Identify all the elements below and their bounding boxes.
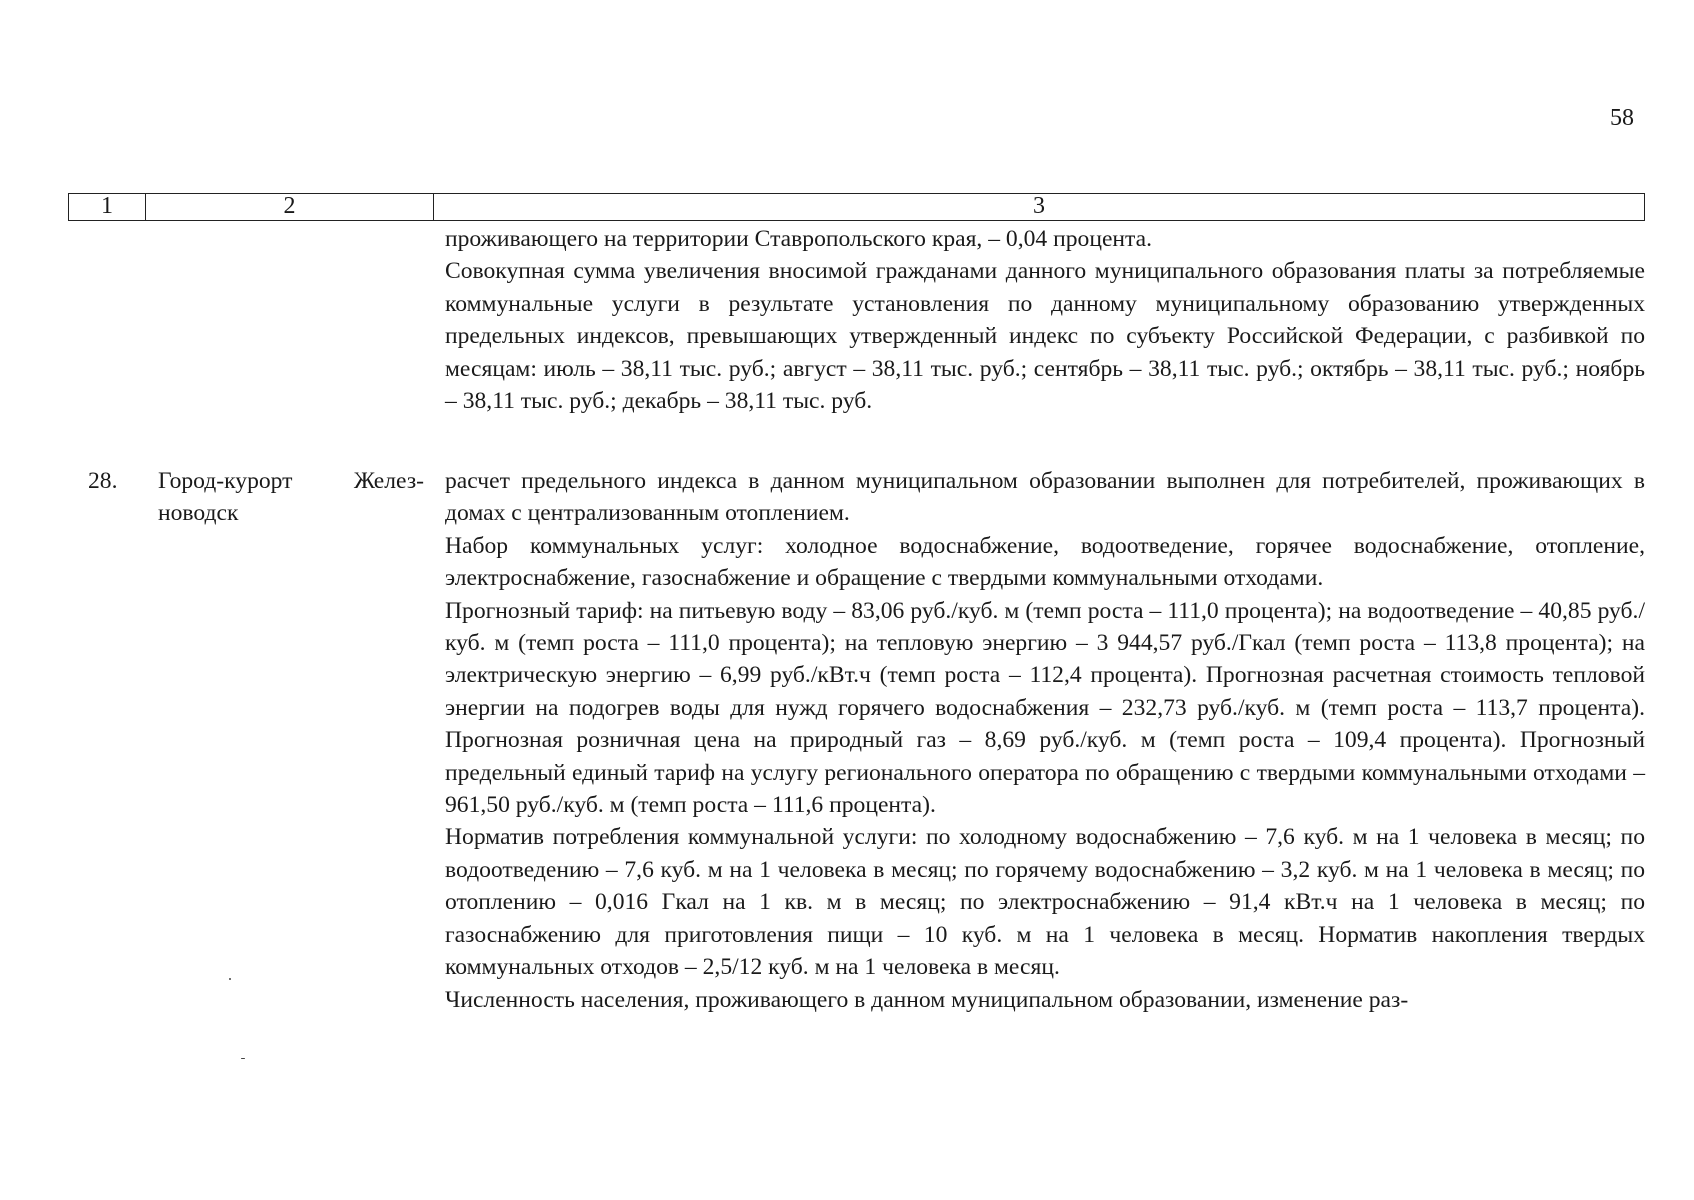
row-description: [445, 465, 1645, 1016]
description-paragraph: Прогнозный тариф: на питьевую воду – 83,06 руб./куб. м (темп роста – 111,0 процента); на водоотведение – 40,85 руб./куб. м (темп роста – 111,0 процента); на тепловую энергию – 3 944,57 руб./Гкал (темп роста – 113,8 процента); на электрическую энергию – 6,99 руб./кВт.ч (темп роста – 112,4 процента). Прогнозная расчетная стоимость тепловой энергии на подогрев воды для нужд горячего водоснабжения – 232,73 руб./куб. м (темп роста – 113,7 процента). Прогнозная розничная цена на природный газ – 8,69 руб./куб. м (темп роста – 109,4 процента). Прогнозный предельный единый тариф на услугу регионального оператора по обращению с твердыми коммунальными отходами – 961,50 руб./куб. м (темп роста – 111,6 процента).: [445, 597, 1645, 819]
description-paragraph: Набор коммунальных услуг: холодное водоснабжение, водоотведение, горячее водоснабжение, отопление, электроснабжение, газоснабжение и обращение с твердыми коммунальными отходами.: [445, 532, 1645, 592]
continuation-paragraph: проживающего на территории Ставропольского края, – 0,04 процента.: [445, 226, 1153, 252]
municipality-name-line-2: новодск: [158, 500, 239, 527]
municipality-name-line-1: Город-курорт Желез-: [158, 468, 424, 494]
municipality-name: [158, 465, 424, 530]
table-header-col-1: 1: [69, 194, 146, 220]
page-number: 58: [1610, 105, 1634, 131]
continuation-paragraph: Совокупная сумма увеличения вносимой гражданами данного муниципального образования платы за потребляемые коммунальные услуги в результате установления по данному муниципальному образованию утвержденных предельных индексов, превышающих утвержденный индекс по субъекту Российской Федерации, с разбивкой по месяцам: июль – 38,11 тыс. руб.; август – 38,11 тыс. руб.; сентябрь – 38,11 тыс. руб.; октябрь – 38,11 тыс. руб.; ноябрь – 38,11 тыс. руб.; декабрь – 38,11 тыс. руб.: [445, 258, 1645, 415]
description-paragraph: расчет предельного индекса в данном муниципальном образовании выполнен для потребителей, проживающих в домах с централизованным отоплением.: [445, 468, 1645, 527]
table-header-row: [68, 193, 1645, 221]
scan-speck: [229, 978, 231, 980]
table-header-col-3: 3: [1033, 193, 1045, 219]
table-header-col-2: 2: [146, 194, 434, 220]
row-number: 28.: [88, 468, 118, 494]
description-paragraph: Норматив потребления коммунальной услуги: по холодному водоснабжению – 7,6 куб. м на 1 человека в месяц; по водоотведению – 7,6 куб. м на 1 человека в месяц; по горячему водоснабжению – 3,2 куб. м на 1 человека в месяц; по отоплению – 0,016 Гкал на 1 кв. м в месяц; по электроснабжению – 91,4 кВт.ч на 1 человека в месяц; по газоснабжению для приготовления пищи – 10 куб. м на 1 человека в месяц. Норматив накопления твердых коммунальных отходов – 2,5/12 куб. м на 1 человека в месяц.: [445, 824, 1645, 981]
scan-speck: [241, 1058, 245, 1059]
previous-row-continuation: [445, 223, 1645, 417]
description-paragraph: Численность населения, проживающего в данном муниципальном образовании, изменение раз-: [445, 986, 1409, 1013]
